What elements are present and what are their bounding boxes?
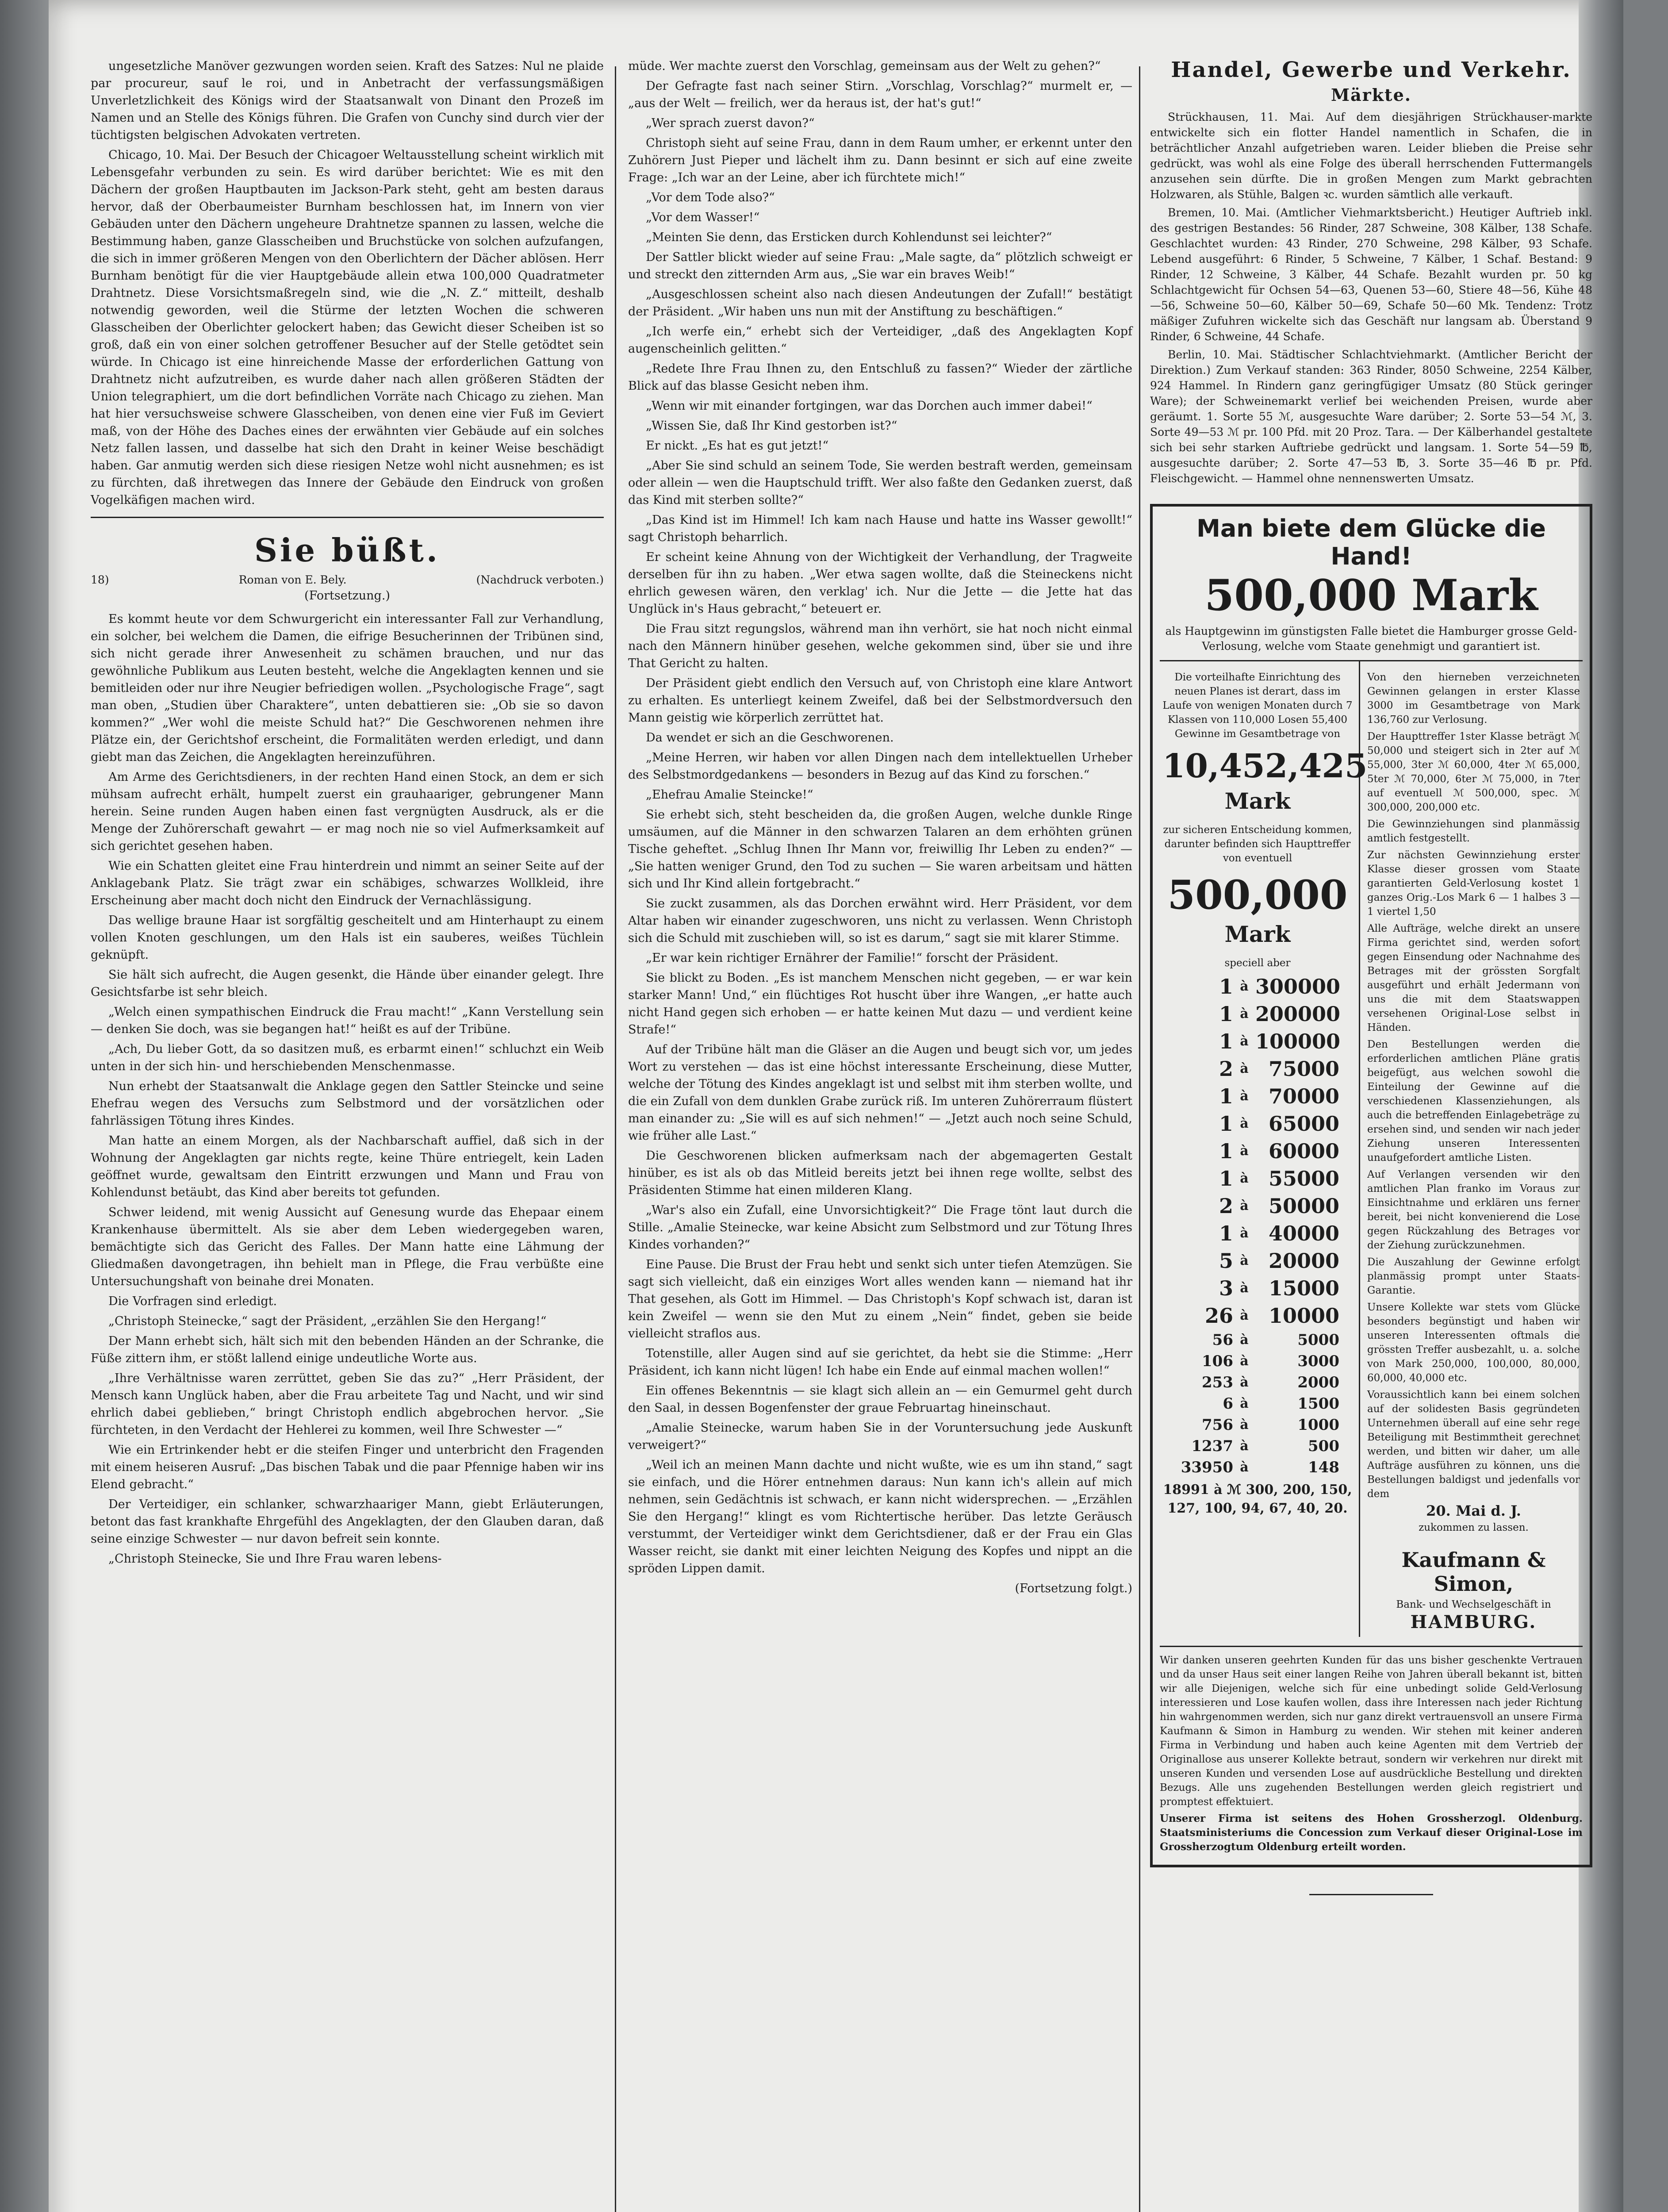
ad-paragraph: Der Haupttreffer 1ster Klasse beträgt ℳ 50,000 und steigert sich in 2ter auf ℳ 55,000, 3ter ℳ 60,000, 4ter ℳ 65,000, 5ter ℳ 70,000, 6ter ℳ 75,000, in 7ter auf eventuell ℳ 500,000, spec. ℳ 300,000, 200,000 etc. xyxy=(1367,731,1580,813)
prize-count: 1 xyxy=(1219,1139,1233,1163)
book-spine xyxy=(0,0,49,2212)
column-rule-1 xyxy=(615,66,616,2212)
ad-footer xyxy=(1160,1646,1583,1854)
serial-number: 18) xyxy=(91,573,109,586)
prize-tail: 18991 à ℳ 300, 200, 150, 127, 100, 94, 67, 40, 20. xyxy=(1163,1482,1352,1516)
prize-row xyxy=(1162,1192,1353,1220)
story-paragraph: Nun erhebt der Staatsanwalt die Anklage gegen den Sattler Steincke und seine Ehefrau wegen des Versuchs zum Selbstmord und der vorsätzlichen oder fahrlässigen Tötung ihres Kindes. xyxy=(91,1079,604,1128)
prize-row xyxy=(1162,1247,1353,1275)
ad-paragraph: Die Gewinnziehungen sind planmässig amtlich festgestellt. xyxy=(1367,818,1580,844)
prize-separator: à xyxy=(1240,1143,1249,1159)
prize-value: 55000 xyxy=(1268,1167,1339,1190)
story-paragraph: Totenstille, aller Augen sind auf sie gerichtet, da hebt sie die Stimme: „Herr Präsident, ich kann nicht lügen! Ich habe ein Ende auf einmal machen wollen!“ xyxy=(628,1347,1132,1378)
prize-count: 56 xyxy=(1212,1331,1233,1349)
story-paragraph: Das wellige braune Haar ist sorgfältig gescheitelt und am Hinterhaupt zu einem vollen Knoten geschlungen, um den Hals ist ein sauberes, weißes Tüchlein geknüpft. xyxy=(91,914,604,962)
story-paragraph: Auf der Tribüne hält man die Gläser an die Augen und beugt sich vor, um jedes Wort zu verstehen — das ist eine höchst interessante Erscheinung, diese Mutter, welche der Tötung des Kindes angeklagt ist und selbst mit ihm sterben wollte, und die ein Zufall von dem dunklen Grabe zurück riß. Im unteren Zuhörerraum flüstert man einander zu: „Sie will es auf sich nehmen!“ — „Jetzt auch noch seine Schuld, wie früher alle Last.“ xyxy=(628,1043,1132,1143)
prize-value: 100000 xyxy=(1255,1029,1341,1053)
story-paragraph: „Welch einen sympathischen Eindruck die Frau macht!“ „Kann Verstellung sein — denken Sie doch, was sie begangen hat!“ heißt es auf der Tribüne. xyxy=(91,1005,604,1036)
ad-headline: Man biete dem Glücke die Hand! xyxy=(1196,515,1546,570)
story-paragraph: Schwer leidend, mit wenig Aussicht auf Genesung wurde das Ehepaar einem Krankenhause übermittelt. Als sie aber dem Leben wiedergegeben waren, bemächtigte sich das Gericht des Falles. Der Mann hatte eine Lähmung der Gliedmaßen davongetragen, ihn behielt man in Pflege, die Frau verbüßte eine Untersuchungshaft von beinahe drei Monaten. xyxy=(91,1206,604,1288)
prize-count: 6 xyxy=(1223,1395,1233,1413)
ad-body xyxy=(1160,660,1583,1637)
story-paragraph: Sie hält sich aufrecht, die Augen gesenkt, die Hände über einander gelegt. Ihre Gesichtsfarbe ist sehr bleich. xyxy=(91,968,604,999)
prize-row xyxy=(1162,1329,1353,1351)
prize-separator: à xyxy=(1240,1198,1249,1214)
ad-text-column xyxy=(1360,661,1583,1637)
story-paragraph: Sie erhebt sich, steht bescheiden da, die großen Augen, welche dunkle Ringe umsäumen, auf die Männer in den schwarzen Talaren an dem erhöhten grünen Tische geheftet. „Schlug Ihnen Ihr Mann vor, freiwillig Ihr Leben zu enden?“ — „Sie hatten weniger Grund, den Tod zu suchen — Sie waren arbeitsam und hätten sich und Ihr Kind allein fortgebracht.“ xyxy=(628,808,1132,891)
story-paragraph: müde. Wer machte zuerst den Vorschlag, gemeinsam aus der Welt zu gehen?“ xyxy=(628,59,1101,73)
prize-row xyxy=(1162,1137,1353,1165)
ad-lead: als Hauptgewinn im günstigsten Falle bietet die Hamburger grosse Geld-Verlosung, welche vom Staate genehmigt und garantiert ist. xyxy=(1165,625,1577,653)
continuation-note: (Fortsetzung.) xyxy=(304,589,390,603)
ad-prize-column xyxy=(1160,661,1368,1637)
prize-separator: à xyxy=(1240,1171,1249,1186)
ad-paragraph: Unsere Kollekte war stets vom Glücke besonders begünstigt und haben wir unseren Interessenten oftmals die grössten Treffer ausbezahlt, u. a. solche von Mark 250,000, 100,000, 80,000, 60,000, 40,000 etc. xyxy=(1367,1302,1580,1384)
prize-separator: à xyxy=(1240,1375,1249,1390)
prize-value: 75000 xyxy=(1268,1057,1339,1081)
column-1 xyxy=(91,58,604,1570)
prize-separator: à xyxy=(1240,1280,1249,1296)
ad-paragraph: Von den hierneben verzeichneten Gewinnen gelangen in erster Klasse 3000 im Gesamtbetrage von Mark 136,760 zur Verlosung. xyxy=(1367,672,1580,726)
prize-row xyxy=(1162,1055,1353,1083)
ad-speciell: speciell aber xyxy=(1224,957,1291,969)
story-paragraph: Eine Pause. Die Brust der Frau hebt und senkt sich unter tiefen Atemzügen. Sie sagt sich vielleicht, daß ein einziges Wort alles wenden kann — niemand hat ihr That gesehen, als Gott im Himmel. — Das Christoph's Kopf schwach ist, daran ist kein Zweifel — wenn sie den Mut zu einem „Nein“ findet, geben sie beide vielleicht straflos aus. xyxy=(628,1258,1132,1340)
story-paragraph: Der Sattler blickt wieder auf seine Frau: „Male sagte, da“ plötzlich schweigt er und streckt den zitternden Arm aus, „Sie war ein braves Weib!“ xyxy=(628,250,1132,281)
end-rule xyxy=(1309,1894,1433,1895)
column-3 xyxy=(1150,58,1592,1895)
prize-value: 15000 xyxy=(1268,1276,1339,1300)
prize-value: 20000 xyxy=(1268,1249,1339,1273)
prize-row xyxy=(1162,1457,1353,1478)
section-heading: Handel, Gewerbe und Verkehr. xyxy=(1171,58,1572,82)
story-paragraph: Sie zuckt zusammen, als das Dorchen erwähnt wird. Herr Präsident, vor dem Altar haben wir einander zugeschworen, uns nicht zu verlassen. Wenn Christoph sich die Schuld mit zuschieben will, so ist es darum,“ sagt sie mit klarer Stimme. xyxy=(628,897,1132,945)
divider xyxy=(91,517,604,518)
to-be-continued: (Fortsetzung folgt.) xyxy=(1015,1582,1132,1595)
story-paragraph: „Wissen Sie, daß Ihr Kind gestorben ist?“ xyxy=(646,419,897,433)
story-paragraph: Sie blickt zu Boden. „Es ist manchem Menschen nicht gegeben, — er war kein starker Mann! Und,“ ein flüchtiges Rot huscht über ihre Wangen, „er hatte auch nicht Hand gegen sich erhoben — er hatte keinen Mut dazu — und verdient keine Strafe!“ xyxy=(628,971,1132,1037)
prize-separator: à xyxy=(1240,1417,1249,1432)
news-paragraph-chicago: Chicago, 10. Mai. Der Besuch der Chicagoer Weltausstellung scheint wirklich mit Lebensgefahr verbunden zu sein. Es wird darüber berichtet: Wie es mit den Dächern der großen Hauptbauten im Jackson-Park steht, geht am besten daraus hervor, daß der Oberbaumeister Burnham beschlossen hat, im Innern von vier Gebäuden unter den Dächern ungeheure Drahtnetze spannen zu lassen, welche die Bestimmung haben, ganze Glasscheiben und Bruchstücke von solchen aufzufangen, die sich in immer größeren Mengen von den Oberlichtern der Dächer ablösen. Herr Burnham benötigt für die vier Hauptgebäude allein etwa 100,000 Quadratmeter Drahtnetz. Diese Vorsichtsmaßregeln sind, wie die „N. Z.“ mitteilt, deshalb notwendig geworden, weil die Stürme der letzten Wochen die schweren Glasscheiben der Oberlichter gelockert haben; das Gewicht dieser Scheiben ist so groß, daß ein von einer solchen getroffener Besucher auf der Stelle getödtet sein würde. In Chicago ist eine hinreichende Masse der erforderlichen Gattung von Drahtnetz nicht aufzutreiben, es wurde daher nach allen größeren Städten der Union telegraphiert, um die dort befindlichen Vorräte nach Chicago zu ziehen. Man hat hier versuchsweise schwere Glasscheiben, von denen eine vier Fuß im Geviert maß, von der Höhe des Daches eines der erwähnten vier Gebäude auf ein solches Netz fallen lassen, und dasselbe hat sich den Draht in keiner Weise beschädigt haben. Gar anmutig werden sich diese riesigen Netze wohl nicht ausnehmen; es ist zu fürchten, daß ihretwegen das Innere der Gebäude den Eindruck von großen Vogelkäfigen machen wird. xyxy=(91,148,604,507)
prize-row xyxy=(1162,1414,1353,1436)
prize-row xyxy=(1162,1351,1353,1372)
prize-separator: à xyxy=(1240,1332,1249,1348)
prize-separator: à xyxy=(1240,1253,1249,1268)
story-paragraph: „Wenn wir mit einander fortgingen, war das Dorchen auch immer dabei!“ xyxy=(646,399,1093,413)
story-paragraph: „Ach, Du lieber Gott, da so dasitzen muß, es erbarmt einen!“ schluchzt ein Weib unten in der sich hin- und herschiebenden Menschenmasse. xyxy=(91,1042,604,1073)
prize-count: 33950 xyxy=(1181,1459,1233,1476)
prize-row xyxy=(1162,1436,1353,1457)
story-paragraph: „Wer sprach zuerst davon?“ xyxy=(646,116,815,130)
story-paragraph: Christoph sieht auf seine Frau, dann in dem Raum umher, er erkennt unter den Zuhörern Just Pieper und lächelt ihm zu. Dann besinnt er sich auf eine zweite Frage: „Ich war an der Leine, aber ich fürchtete mich!“ xyxy=(628,136,1132,184)
story-paragraph: „War's also ein Zufall, eine Unvorsichtigkeit?“ Die Frage tönt laut durch die Stille. „Amalie Steinecke, war keine Absicht zum Selbstmord und zur Tötung Ihres Kindes vorhanden?“ xyxy=(628,1203,1132,1252)
serial-byline-row xyxy=(91,573,604,586)
story-paragraph: Da wendet er sich an die Geschworenen. xyxy=(646,731,894,745)
prize-separator: à xyxy=(1240,1116,1249,1131)
prize-count: 5 xyxy=(1219,1249,1233,1273)
prize-value: 500 xyxy=(1308,1437,1339,1455)
prize-count: 756 xyxy=(1202,1416,1233,1434)
story-paragraph: Der Mann erhebt sich, hält sich mit den bebenden Händen an der Schranke, die Füße zittern ihm, er stößt lallend einige undeutliche Worte aus. xyxy=(91,1334,604,1365)
column-rule-2 xyxy=(1139,66,1140,2212)
ad-jackpot: 500,000 Mark xyxy=(1204,570,1538,620)
story-paragraph: Ein offenes Bekenntnis — sie klagt sich allein an — ein Gemurmel geht durch den Saal, in dessen Bogenfenster der graue Februartag hineinschaut. xyxy=(628,1384,1132,1415)
prize-separator: à xyxy=(1240,1033,1249,1049)
firm-description: Bank- und Wechselgeschäft in xyxy=(1396,1599,1551,1610)
prize-value: 65000 xyxy=(1268,1112,1339,1136)
ad-paragraph: Zur nächsten Gewinnziehung erster Klasse dieser grossen vom Staate garantierten Geld-Verlosung kostet 1 ganzes Orig.-Los Mark 6 — 1 halbes 3 — 1 viertel 1,50 xyxy=(1367,849,1580,918)
ad-deadline: 20. Mai d. J. xyxy=(1426,1502,1521,1519)
story-paragraph: Man hatte an einem Morgen, als der Nachbarschaft auffiel, daß sich in der Wohnung der Angeklagten gar nichts regte, keine Thüre entriegelt, kein Laden geöffnet wurde, gewaltsam den Eintritt erzwungen und Mann und Frau von Kohlendunst betäubt, das Kind aber bereits tot gefunden. xyxy=(91,1134,604,1199)
story-paragraph: Der Gefragte fast nach seiner Stirn. „Vorschlag, Vorschlag?“ murmelt er, — „aus der Welt — freilich, wer da heraus ist, der hat's gut!“ xyxy=(628,79,1132,110)
prize-count: 2 xyxy=(1219,1057,1233,1081)
ad-plan-text-2: zur sicheren Entscheidung kommen, darunter befinden sich Haupttreffer von eventuell xyxy=(1163,824,1352,864)
story-paragraph: „Ehefrau Amalie Steincke!“ xyxy=(646,788,813,802)
prize-separator: à xyxy=(1240,1308,1249,1323)
story-paragraph: „Ausgeschlossen scheint also nach diesen Andeutungen der Zufall!“ bestätigt der Präsident. „Wir haben uns nun mit der Anstiftung zu beschäftigen.“ xyxy=(628,288,1132,319)
story-paragraph: „Amalie Steinecke, warum haben Sie in der Voruntersuchung jede Auskunft verweigert?“ xyxy=(628,1421,1132,1452)
prize-separator: à xyxy=(1240,1225,1249,1241)
ad-paragraph: Voraussichtlich kann bei einem solchen auf der solidesten Basis gegründeten Unternehmen überall auf eine sehr rege Beteiligung mit Bestimmtheit gerechnet werden, und bitten wir daher, um alle Aufträge ausführen zu können, uns die Bestellungen baldigst und jedenfalls vor dem xyxy=(1367,1389,1580,1500)
story-paragraph: Er nickt. „Es hat es gut jetzt!“ xyxy=(646,439,829,453)
prize-value: 148 xyxy=(1308,1459,1339,1476)
story-paragraph: „Das Kind ist im Himmel! Ich kam nach Hause und hatte ins Wasser gewollt!“ sagt Christoph beharrlich. xyxy=(628,513,1132,544)
prize-separator: à xyxy=(1240,1438,1249,1454)
story-paragraph: „Vor dem Wasser!“ xyxy=(646,211,760,224)
prize-count: 1 xyxy=(1219,1112,1233,1136)
story-paragraph: Die Frau sitzt regungslos, während man ihn verhört, sie hat noch nicht einmal nach den Männern hinüber gesehen, welche gekommen sind, über sie und ihre That Gericht zu halten. xyxy=(628,622,1132,670)
ad-top-prize: 500,000 xyxy=(1167,872,1348,918)
ad-top-prize-unit: Mark xyxy=(1224,921,1291,947)
story-paragraph: „Meine Herren, wir haben vor allen Dingen nach dem intellektuellen Urheber des Selbstmordgedankens — besonders in Bezug auf das Kind zu forschen.“ xyxy=(628,751,1132,782)
prize-row xyxy=(1162,973,1353,1000)
prize-row xyxy=(1162,1302,1353,1329)
ad-paragraph: Die Auszahlung der Gewinne erfolgt planmässig prompt unter Staats-Garantie. xyxy=(1367,1256,1580,1296)
ad-paragraph: Alle Aufträge, welche direkt an unsere Firma gerichtet sind, werden sofort gegen Einsendung oder Nachnahme des Betrages mit der grössten Sorgfalt ausgeführt und erhält Jedermann von uns die mit dem Staatswappen versehenen Original-Lose selbst in Händen. xyxy=(1367,923,1580,1033)
serial-byline: Roman von E. Bely. xyxy=(238,573,347,586)
prize-value: 2000 xyxy=(1297,1374,1339,1391)
story-paragraph: Wie ein Schatten gleitet eine Frau hinterdrein und nimmt an seiner Seite auf der Anklagebank Platz. Sie trägt zwar ein schäbiges, schwarzes Wollkleid, ihre Erscheinung aber macht doch nicht den Eindruck der Vernachlässigung. xyxy=(91,859,604,907)
story-part-1 xyxy=(91,611,604,1567)
story-paragraph: „Christoph Steinecke,“ sagt der Präsident, „erzählen Sie den Hergang!“ xyxy=(108,1314,547,1328)
prize-value: 10000 xyxy=(1268,1304,1339,1328)
prize-value: 1000 xyxy=(1297,1416,1339,1434)
prize-value: 5000 xyxy=(1297,1331,1339,1349)
prize-count: 1 xyxy=(1219,975,1233,998)
prize-value: 300000 xyxy=(1255,975,1341,998)
prize-value: 60000 xyxy=(1268,1139,1339,1163)
story-paragraph: Wie ein Ertrinkender hebt er die steifen Finger und unterbricht den Fragenden mit einem heiseren Ausruf: „Das bischen Tabak und die paar Pfennige haben wir ins Elend gebracht.“ xyxy=(91,1443,604,1491)
ad-concession: Unserer Firma ist seitens des Hohen Grossherzogl. Oldenburg. Staatsministeriums die Concession zum Verkauf dieser Original-Lose im Grossherzogtum Oldenburg erteilt worden. xyxy=(1160,1813,1583,1853)
prize-separator: à xyxy=(1240,1459,1249,1475)
story-paragraph: „Christoph Steinecke, Sie und Ihre Frau waren lebens- xyxy=(108,1552,442,1566)
prize-value: 70000 xyxy=(1268,1084,1339,1108)
serial-title: Sie büßt. xyxy=(254,531,440,569)
prize-row xyxy=(1162,1028,1353,1055)
ad-footer-paragraph: Wir danken unseren geehrten Kunden für das uns bisher geschenkte Vertrauen und da unser Haus seit einer langen Reihe von Jahren überall bekannt ist, bitten wir alle Diejenigen, welche sich für eine unbedingt solide Geld-Verlosung interessieren und Lose kaufen wollen, dass ihre Interessen nach jeder Richtung hin wahrgenommen werden, sich nur ganz direkt vertrauensvoll an unsere Firma Kaufmann & Simon in Hamburg zu wenden. Wir stehen mit keiner anderen Firma in Verbindung und haben auch keine Agenten mit dem Vertrieb der Originallose aus unserer Kollekte betraut, sondern wir verkehren nur direkt mit unseren Kunden und versenden Lose auf ausdrückliche Bestellung und direkten Bezugs. Alle uns zugehenden Bestellungen werden gleich registriert und promptest effektuiert. xyxy=(1160,1655,1583,1808)
firm-name: Kaufmann & Simon, xyxy=(1401,1548,1546,1596)
story-paragraph: Der Verteidiger, ein schlanker, schwarzhaariger Mann, giebt Erläuterungen, betont das fast krankhafte Ehrgefühl des Angeklagten, der den Glauben daran, daß seine einzige Schwester — nur davon befreit sein konnte. xyxy=(91,1498,604,1546)
prize-count: 253 xyxy=(1202,1374,1233,1391)
prize-value: 40000 xyxy=(1268,1221,1339,1245)
prize-count: 1 xyxy=(1219,1221,1233,1245)
prize-value: 1500 xyxy=(1297,1395,1339,1413)
story-paragraph: „Aber Sie sind schuld an seinem Tode, Sie werden bestraft werden, gemeinsam oder allein — wen die Hauptschuld trifft. Wer also faßte den Gedanken zuerst, daß das Kind mit sterben sollte?“ xyxy=(628,459,1132,507)
prize-row xyxy=(1162,1110,1353,1137)
ad-paragraph: Den Bestellungen werden die erforderlichen amtlichen Pläne gratis beigefügt, aus welchen sowohl die Einteilung der Gewinne auf die verschiedenen Klassenziehungen, als auch die betreffenden Einlagebeträge zu ersehen sind, und senden wir nach jeder Ziehung unseren Interessenten unaufgefordert amtliche Listen. xyxy=(1367,1039,1580,1164)
prize-count: 1 xyxy=(1219,1167,1233,1190)
prize-row xyxy=(1162,1275,1353,1302)
story-paragraph: „Vor dem Tode also?“ xyxy=(646,191,775,204)
section-subheading: Märkte. xyxy=(1331,85,1411,105)
prize-count: 1237 xyxy=(1191,1437,1233,1455)
column-2 xyxy=(628,58,1132,1600)
prize-value: 50000 xyxy=(1268,1194,1339,1218)
story-paragraph: Die Vorfragen sind erledigt. xyxy=(108,1294,277,1308)
market-report: Bremen, 10. Mai. (Amtlicher Viehmarktsbericht.) Heutiger Auftrieb inkl. des gestrigen Bestandes: 56 Rinder, 287 Schweine, 308 Kälber, 138 Schafe. Geschlachtet wurden: 43 Rinder, 270 Schweine, 298 Kälber, 93 Schafe. Lebend ausgeführt: 6 Rinder, 5 Schweine, 7 Kälber, 1 Schaf. Bestand: 9 Rinder, 12 Schweine, 3 Kälber, 44 Schafe. Bezahlt wurden pr. 50 kg Schlachtgewicht für Ochsen 54—63, Quenen 53—60, Stiere 48—56, Kühe 48—56, Schweine 50—60, Kälber 50—69, Schafe 50—60 Mk. Tendenz: Trotz mäßiger Zufuhren wickelte sich das Geschäft nur langsam ab. Überstand 9 Rinder, 6 Schweine, 44 Schafe. xyxy=(1150,206,1592,343)
prize-count: 2 xyxy=(1219,1194,1233,1218)
story-paragraph: Am Arme des Gerichtsdieners, in der rechten Hand einen Stock, an dem er sich mühsam aufrecht erhält, humpelt zuerst ein grauhaariger, gebrungener Mann herein. Seine runden Augen haben einen fast vergnügten Ausdruck, als er die Menge der Zuhörerschaft gewahrt — er mag noch nie so viel Aufmerksamkeit auf sich gerichtet gesehen haben. xyxy=(91,770,604,853)
news-paragraph: ungesetzliche Manöver gezwungen worden seien. Kraft des Satzes: Nul ne plaide par procureur, sauf le roi, und in Anbetracht der verfassungsmäßigen Unverletzlichkeit des Königs wird der Staatsanwalt von Dinant den Prozeß im Namen und an Stelle des Königs führen. Die Grafen von Cunchy sind durch vier der tüchtigsten belgischen Advokaten vertreten. xyxy=(91,59,604,142)
prize-count: 106 xyxy=(1202,1352,1233,1370)
prize-count: 1 xyxy=(1219,1084,1233,1108)
prize-row xyxy=(1162,1393,1353,1414)
reprint-notice: (Nachdruck verboten.) xyxy=(476,573,604,586)
ad-total-amount: 10,452,425 xyxy=(1162,747,1368,785)
story-paragraph: „Er war kein richtiger Ernährer der Familie!“ forscht der Präsident. xyxy=(646,951,1058,965)
story-paragraph: „Meinten Sie denn, das Ersticken durch Kohlendunst sei leichter?“ xyxy=(646,230,1052,244)
prize-row xyxy=(1162,1372,1353,1393)
prize-row xyxy=(1162,1000,1353,1028)
story-paragraph: Es kommt heute vor dem Schwurgericht ein interessanter Fall zur Verhandlung, ein solcher, bei welchem die Damen, die eifrige Besucherinnen der Tribünen sind, sich nicht gerade ihrer Anwesenheit zu schämen brauchen, und nur das gewöhnliche Publikum aus Leuten besteht, welche die Angeklagten kennen und sie bemitleiden oder nur ihre Neugier befriedigen wollen. „Psychologische Frage“, sagt man oben, „Studien über Charaktere“, unten debattieren sie: „Ob sie so davon kommen?“ „Wer wohl die meiste Schuld hat?“ Die Geschworenen nehmen ihre Plätze ein, der Gerichtshof erscheint, die Formalitäten werden erledigt, und dann giebt man das Zeichen, die Angeklagten hereinzuführen. xyxy=(91,612,604,764)
market-report: Berlin, 10. Mai. Städtischer Schlachtviehmarkt. (Amtlicher Bericht der Direktion.) Zum Verkauf standen: 363 Rinder, 8050 Schweine, 2254 Kälber, 924 Hammel. In Rindern ganz geringfügiger Umsatz (80 Stück geringer Ware); der Schweinemarkt verlief bei weichenden Preisen, wurde aber geräumt. 1. Sorte 55 ℳ, ausgesuchte Ware darüber; 2. Sorte 53—54 ℳ, 3. Sorte 49—53 ℳ pr. 100 Pfd. mit 20 Proz. Tara. — Der Kälberhandel gestaltete sich bei sehr starken Auftriebe gedrückt und langsam. 1. Sorte 54—59 ℔, ausgesuchte darüber; 2. Sorte 47—53 ℔, 3. Sorte 35—46 ℔ pr. Pfd. Fleischgewicht. — Hammel ohne nennenswerten Umsatz. xyxy=(1150,348,1592,485)
ad-paragraph: Auf Verlangen versenden wir den amtlichen Plan franko im Voraus zur Einsichtnahme und erklären uns ferner bereit, bei nicht konvenierend die Lose gegen Rückzahlung des Betrages vor der Ziehung zurückzunehmen. xyxy=(1367,1169,1580,1251)
prize-separator: à xyxy=(1240,1396,1249,1411)
story-paragraph: „Ihre Verhältnisse waren zerrüttet, geben Sie das zu?“ „Herr Präsident, der Mensch kann Unglück haben, aber die Frau arbeitete Tag und Nacht, und wir sind ehrlich dabei geblieben,“ bringt Christoph endlich abgebrochen hervor. „Sie fürchteten, in den Verdacht der Hehlerei zu kommen, weil Ihre Schwester —“ xyxy=(91,1371,604,1437)
story-paragraph: „Ich werfe ein,“ erhebt sich der Verteidiger, „daß des Angeklagten Kopf augenscheinlich gelitten.“ xyxy=(628,325,1132,356)
story-paragraph: Die Geschworenen blicken aufmerksam nach der abgemagerten Gestalt hinüber, es ist als ob das Mitleid bereits jetzt bei ihnen rege wollte, selbst des Präsidenten Stimme hat einen milderen Klang. xyxy=(628,1149,1132,1197)
firm-city: HAMBURG. xyxy=(1410,1612,1537,1632)
prize-separator: à xyxy=(1240,1353,1249,1369)
story-paragraph: „Weil ich an meinen Mann dachte und nicht wußte, wie es um ihn stand,“ sagt sie einfach, und die Hörer entnehmen daraus: Nun kann ich's allein auf mich nehmen, sein Gedächtnis ist schwach, er kann nicht widersprechen. — „Erzählen Sie den Hergang!“ klingt es vom Richtertische herüber. Das letzte Geräusch verstummt, der Verteidiger winkt dem Gerichtsdiener, daß er der Frau ein Glas Wasser reicht, sie dankt mit einer leichten Neigung des Kopfes und nippt an die spröden Lippen damit. xyxy=(628,1458,1132,1575)
prize-separator: à xyxy=(1240,1088,1249,1104)
prize-row xyxy=(1162,1220,1353,1247)
prize-separator: à xyxy=(1240,1006,1249,1022)
ad-total-unit: Mark xyxy=(1224,788,1291,814)
market-report: Strückhausen, 11. Mai. Auf dem diesjährigen Strückhauser-markte entwickelte sich ein flotter Handel namentlich in Schafen, die in beträchtlicher Anzahl aufgetrieben waren. Leider blieben die Preise sehr gedrückt, was wohl als eine Folge des überall herrschenden Futtermangels anzusehen sein dürfte. Die in großen Mengen zum Markt gebrachten Holzwaren, als Stühle, Balgen ꝛc. wurden sämtlich alle verkauft. xyxy=(1150,111,1592,201)
prize-count: 1 xyxy=(1219,1002,1233,1026)
prize-separator: à xyxy=(1240,1061,1249,1076)
prize-row xyxy=(1162,1165,1353,1192)
prize-list xyxy=(1162,973,1353,1478)
story-paragraph: Der Präsident giebt endlich den Versuch auf, von Christoph eine klare Antwort zu erhalten. Es unterliegt keinem Zweifel, daß bei der Selbstmordversuch den Mann geistig wie körperlich zerrüttet hat. xyxy=(628,676,1132,725)
prize-separator: à xyxy=(1240,979,1249,994)
story-paragraph: Er scheint keine Ahnung von der Wichtigkeit der Verhandlung, der Tragweite derselben für ihn zu haben. „Wer etwa sagen wollte, daß die Steineckens nicht ehrlich gewesen wären, den verklag' ich. Nur die Jette — die Jette hat das Unglück in's Haus gebracht,“ beteuert er. xyxy=(628,550,1132,616)
lottery-advertisement xyxy=(1150,504,1592,1867)
prize-count: 26 xyxy=(1204,1304,1233,1328)
prize-value: 3000 xyxy=(1297,1352,1339,1370)
market-reports xyxy=(1150,109,1592,486)
ad-deadline-note: zukommen zu lassen. xyxy=(1419,1522,1529,1533)
prize-count: 1 xyxy=(1219,1029,1233,1053)
ad-plan-text: Die vorteilhafte Einrichtung des neuen Planes ist derart, dass im Laufe von wenigen Monaten durch 7 Klassen von 110,000 Losen 55,400 Gewinne im Gesamtbetrage von xyxy=(1162,672,1353,740)
prize-count: 3 xyxy=(1219,1276,1233,1300)
story-paragraph: „Redete Ihre Frau Ihnen zu, den Entschluß zu fassen?“ Wieder der zärtliche Blick auf das blasse Gesicht neben ihm. xyxy=(628,362,1132,393)
prize-value: 200000 xyxy=(1255,1002,1341,1026)
prize-row xyxy=(1162,1083,1353,1110)
